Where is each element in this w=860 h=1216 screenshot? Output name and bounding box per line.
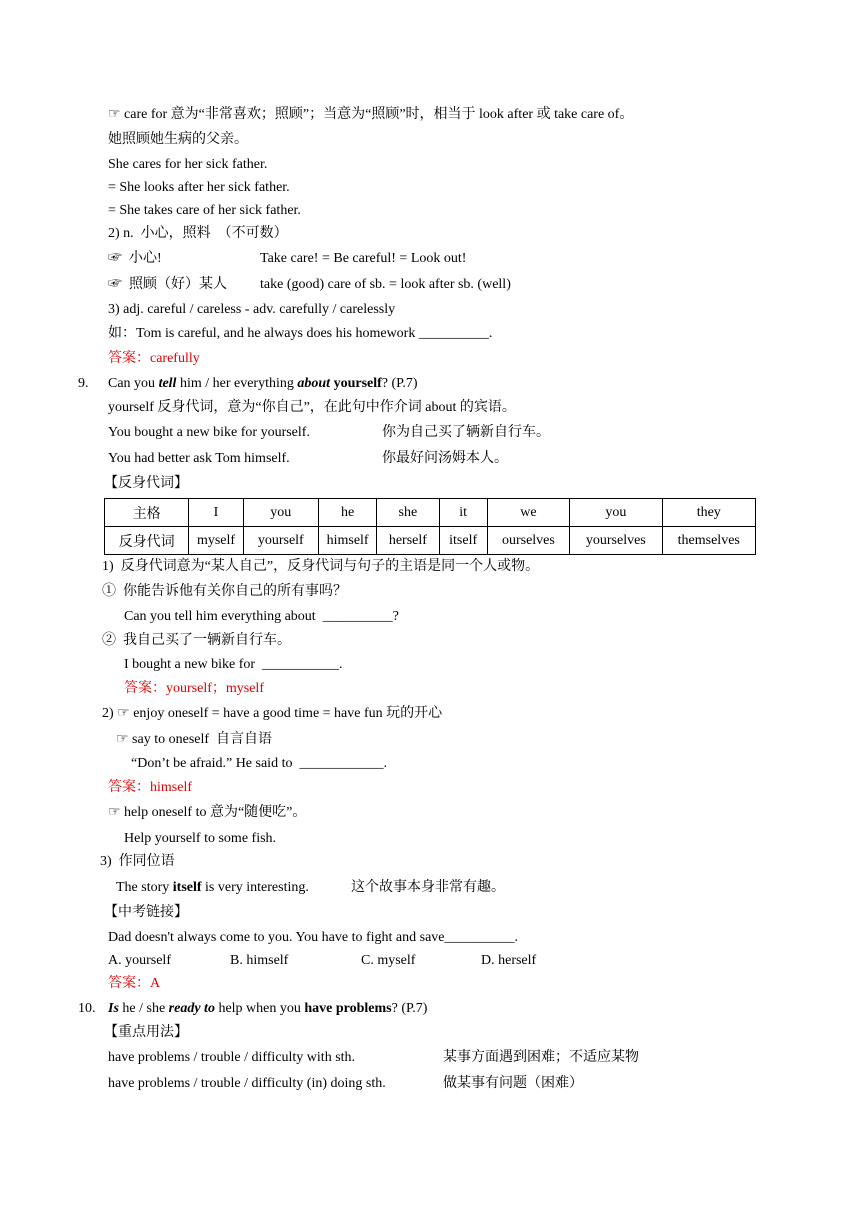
table-cell: yourselves xyxy=(570,527,662,555)
example-translation: 这个故事本身非常有趣。 xyxy=(351,880,505,895)
table-cell: himself xyxy=(318,527,376,555)
answer-text: 答案：A xyxy=(108,976,161,991)
usage-translation: 做某事有问题（困难） xyxy=(443,1076,583,1091)
table-cell: I xyxy=(189,499,243,527)
section-heading: 【重点用法】 xyxy=(104,1025,188,1040)
table-cell: herself xyxy=(377,527,439,555)
option-a: A. yourself xyxy=(108,953,171,968)
example-translation: 你最好问汤姆本人。 xyxy=(382,451,508,466)
usage-point: 1) 反身代词意为“某人自己”，反身代词与句子的主语是同一个人或物。 xyxy=(102,559,540,574)
item-number: 9. xyxy=(78,376,89,391)
pronoun-table xyxy=(104,498,756,555)
answer-text: 答案：carefully xyxy=(108,351,200,366)
usage-phrase: Take care! = Be careful! = Look out! xyxy=(260,251,467,266)
section-heading: 【中考链接】 xyxy=(104,905,188,920)
table-cell: you xyxy=(570,499,662,527)
chinese-example: ② 我自己买了一辆新自行车。 xyxy=(102,633,291,648)
usage-phrase: ☞ help oneself to 意为“随便吃”。 xyxy=(108,805,307,820)
table-cell: we xyxy=(487,499,569,527)
table-row xyxy=(105,527,756,555)
option-c: C. myself xyxy=(361,953,416,968)
table-cell: it xyxy=(439,499,487,527)
table-cell: 反身代词 xyxy=(105,527,189,555)
item-number: 10. xyxy=(78,1001,96,1016)
example-sentence: You bought a new bike for yourself. xyxy=(108,425,310,440)
table-cell: 主格 xyxy=(105,499,189,527)
table-cell: she xyxy=(377,499,439,527)
chinese-example: 她照顾她生病的父亲。 xyxy=(108,132,248,147)
table-cell: you xyxy=(243,499,318,527)
example-sentence: = She takes care of her sick father. xyxy=(108,203,301,218)
exercise-sentence: I bought a new bike for ___________. xyxy=(124,657,343,672)
table-cell: they xyxy=(662,499,755,527)
table-cell: myself xyxy=(189,527,243,555)
usage-phrase: ☞ say to oneself 自言自语 xyxy=(116,732,273,747)
section-heading: 【反身代词】 xyxy=(104,476,188,491)
usage-translation: 某事方面遇到困难；不适应某物 xyxy=(443,1050,639,1065)
example-sentence: = She looks after her sick father. xyxy=(108,180,290,195)
care-for-note: ☞ care for 意为“非常喜欢；照顾”；当意为“照顾”时，相当于 look after 或 take care of。 xyxy=(108,107,634,122)
item-question: Is he / she ready to help when you have problems? (P.7) xyxy=(108,1001,428,1016)
usage-point: 3) 作同位语 xyxy=(100,854,175,869)
exercise-sentence: 如：Tom is careful, and he always does his homework __________. xyxy=(108,326,493,341)
usage-point: 2) n. 小心，照料 （不可数） xyxy=(108,226,288,241)
answer-text: 答案：himself xyxy=(108,780,192,795)
example-sentence: Help yourself to some fish. xyxy=(124,831,277,846)
example-sentence: You had better ask Tom himself. xyxy=(108,451,290,466)
exercise-sentence: Dad doesn't always come to you. You have to fight and save__________. xyxy=(108,930,519,945)
answer-text: 答案：yourself；myself xyxy=(124,681,264,696)
usage-point: 3) adj. careful / careless - adv. carefully / carelessly xyxy=(108,302,396,317)
table-cell: he xyxy=(318,499,376,527)
example-translation: 你为自己买了辆新自行车。 xyxy=(382,425,550,440)
table-cell: yourself xyxy=(243,527,318,555)
table-cell: ourselves xyxy=(487,527,569,555)
table-cell: themselves xyxy=(662,527,755,555)
exercise-sentence: “Don’t be afraid.” He said to ____________. xyxy=(131,756,387,771)
option-b: B. himself xyxy=(230,953,289,968)
option-d: D. herself xyxy=(481,953,537,968)
usage-label: ☞ 照顾（好）某人 xyxy=(108,277,227,292)
explanation: yourself 反身代词，意为“你自己”，在此句中作介词 about 的宾语。 xyxy=(108,400,516,415)
exercise-sentence: Can you tell him everything about __________? xyxy=(124,609,399,624)
usage-phrase: have problems / trouble / difficulty with sth. xyxy=(108,1050,356,1065)
usage-point: 2) ☞ enjoy oneself = have a good time = have fun 玩的开心 xyxy=(102,706,443,721)
example-sentence: The story itself is very interesting. xyxy=(116,880,309,895)
chinese-example: ① 你能告诉他有关你自己的所有事吗？ xyxy=(102,584,347,599)
usage-label: ☞ 小心! xyxy=(108,251,162,266)
usage-phrase: have problems / trouble / difficulty (in) doing sth. xyxy=(108,1076,386,1091)
table-cell: itself xyxy=(439,527,487,555)
table-header-row xyxy=(105,499,756,527)
usage-phrase: take (good) care of sb. = look after sb. (well) xyxy=(260,277,511,292)
item-question: Can you tell him / her everything about yourself? (P.7) xyxy=(108,376,418,391)
example-sentence: She cares for her sick father. xyxy=(108,157,268,172)
